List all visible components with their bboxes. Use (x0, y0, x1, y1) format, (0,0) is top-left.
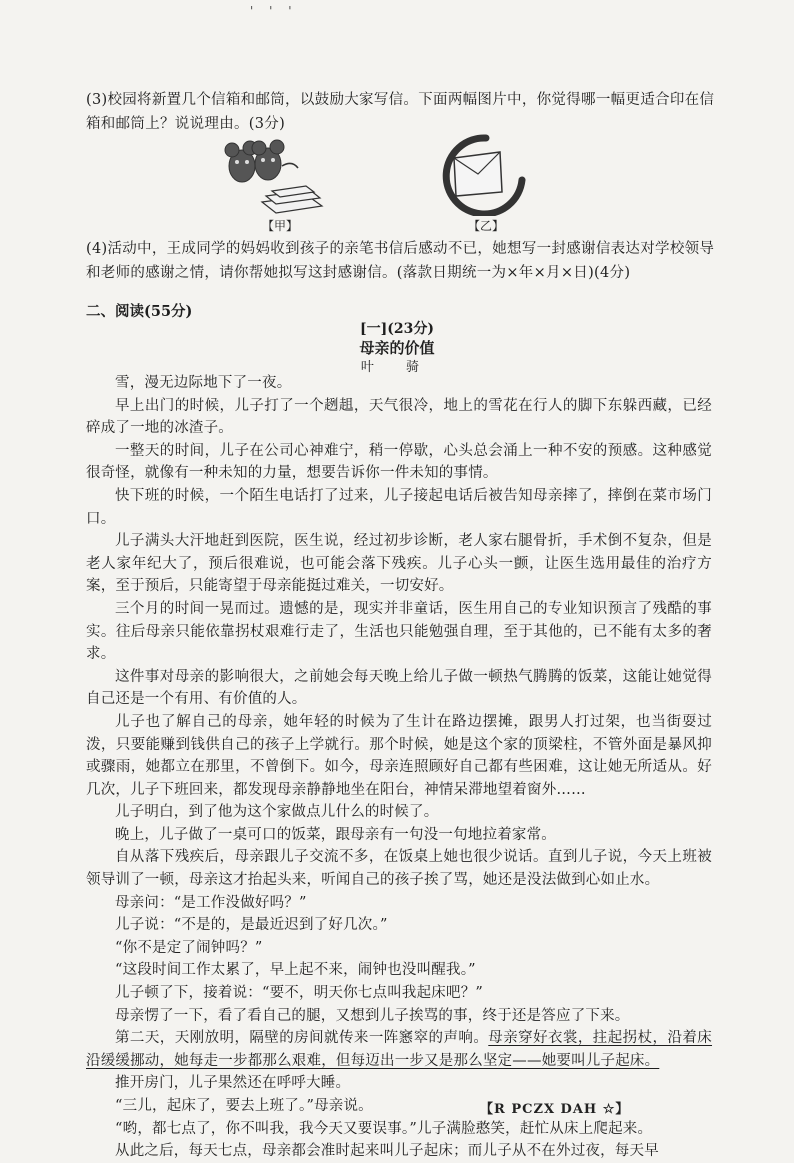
caption-jia: 【甲】 (262, 219, 299, 233)
question-4: (4)活动中，王成同学的妈妈收到孩子的亲笔书信后感动不已，她想写一封感谢信表达对学校领导和老师的感谢之情，请你帮她拟写这封感谢信。(落款日期统一为×年×月×日)(4分) (86, 241, 715, 281)
mice-reading-illustration (222, 136, 332, 216)
paragraph: “你不是定了闹钟吗？” (115, 939, 263, 956)
paragraph: “哟，都七点了，你不叫我，我今天又要误事。”儿子满脸憨笑，赶忙从床上爬起来。 (115, 1120, 653, 1137)
paragraph: 快下班的时候，一个陌生电话打了过来，儿子接起电话后被告知母亲摔了，摔倒在菜市场门口。 (86, 487, 712, 527)
paragraph: “三儿，起床了，要去上班了。”母亲说。 (115, 1098, 373, 1114)
paragraph: 雪，漫无边际地下了一夜。 (115, 375, 292, 391)
paragraph: 一整天的时间，儿子在公司心神难宁，稍一停歇，心头总会涌上一种不安的预感。这种感觉很奇怪，就像有一种未知的力量，想要告诉你一件未知的事情。 (86, 442, 712, 482)
section-heading: 二、阅读(55分) (86, 303, 193, 320)
passage-number: [一](23分) (360, 321, 434, 337)
paragraph: 母亲问：“是工作没做好吗？” (115, 894, 307, 911)
paragraph: 晚上，儿子做了一桌可口的饭菜，跟母亲有一句没一句地拉着家常。 (115, 826, 556, 843)
paragraph: 儿子明白，到了他为这个家做点儿什么的时候了。 (115, 804, 439, 821)
paragraph-text: 第二天，天刚放明，隔壁的房间就传来一阵窸窣的声响。 (115, 1030, 489, 1047)
passage-author: 叶 骑 (360, 360, 434, 375)
underlined-sentence: 母亲穿好衣裳，拄起拐杖，沿着床沿缓缓挪动，她每走一步都那么艰难，但每迈出一步又是那么坚定——她要叫儿子起床。 (86, 1030, 713, 1069)
footer-code: 【R PCZX DAH ☆】 (480, 1102, 630, 1117)
paragraph: 儿子说：“不是的，是最近迟到了好几次。” (115, 917, 388, 934)
paragraph: 这件事对母亲的影响很大，之前她会每天晚上给儿子做一顿热气腾腾的饭菜，这能让她觉得自己还是一个有用、有价值的人。 (86, 668, 712, 708)
paragraph: 儿子满头大汗地赶到医院，医生说，经过初步诊断，老人家右腿骨折，手术倒不复杂，但是老人家年纪大了，预后很难说，也可能会落下残疾。儿子心头一颤，让医生选用最佳的治疗方案，至于预后，只能寄望于母亲能挺过难关，一切安好。 (86, 533, 712, 595)
envelope-ring-illustration (436, 130, 536, 216)
paragraph: 三个月的时间一晃而过。遗憾的是，现实并非童话，医生用自己的专业知识预言了残酷的事实。往后母亲只能依靠拐杖艰难行走了，生活也只能勉强自理，至于其他的，已不能有太多的奢求。 (86, 600, 712, 663)
paragraph: 从此之后，每天七点，母亲都会准时起来叫儿子起床；而儿子从不在外过夜，每天早 (115, 1143, 659, 1160)
passage-title: 母亲的价值 (359, 339, 435, 357)
paragraph: 儿子也了解自己的母亲，她年轻的时候为了生计在路边摆摊，跟男人打过架，也当街耍过泼，只要能赚到钱供自己的孩子上学就行。那个时候，她是这个家的顶梁柱，不管外面是暴风抑或骤雨，她都立在那里，不曾倒下。如今，母亲连照顾好自己都有些困难，这让她无所适从。好几次，儿子下班回来，都发现母亲静静地坐在阳台，神情呆滞地望着窗外…… (86, 713, 712, 798)
paragraph: 母亲愣了一下，看了看自己的腿，又想到儿子挨骂的事，终于还是答应了下来。 (115, 1007, 630, 1024)
top-scan-marks: ' ' ' (250, 4, 298, 18)
caption-yi: 【乙】 (468, 219, 505, 233)
paragraph: 早上出门的时候，儿子打了一个趔趄，天气很冷，地上的雪花在行人的脚下东躲西藏，已经碎成了一地的冰渣子。 (86, 397, 712, 437)
question-3: (3)校园将新置几个信箱和邮筒，以鼓励大家写信。下面两幅图片中，你觉得哪一幅更适合印在信箱和邮筒上？说说理由。(3分) (86, 92, 715, 132)
passage-body (86, 372, 712, 1163)
paragraph: 儿子顿了下，接着说：“要不，明天你七点叫我起床吧？” (115, 985, 484, 1002)
paragraph: “这段时间工作太累了，早上起不来，闹钟也没叫醒我。” (115, 962, 476, 979)
figure-area (0, 130, 794, 238)
paragraph: 自从落下残疾后，母亲跟儿子交流不多，在饭桌上她也很少说话。直到儿子说，今天上班被领导训了一顿，母亲这才抬起头来，听闻自己的孩子挨了骂，她还是没法做到心如止水。 (86, 849, 712, 889)
paragraph: 推开房门，儿子果然还在呼呼大睡。 (115, 1075, 351, 1092)
paragraph (86, 1027, 712, 1072)
